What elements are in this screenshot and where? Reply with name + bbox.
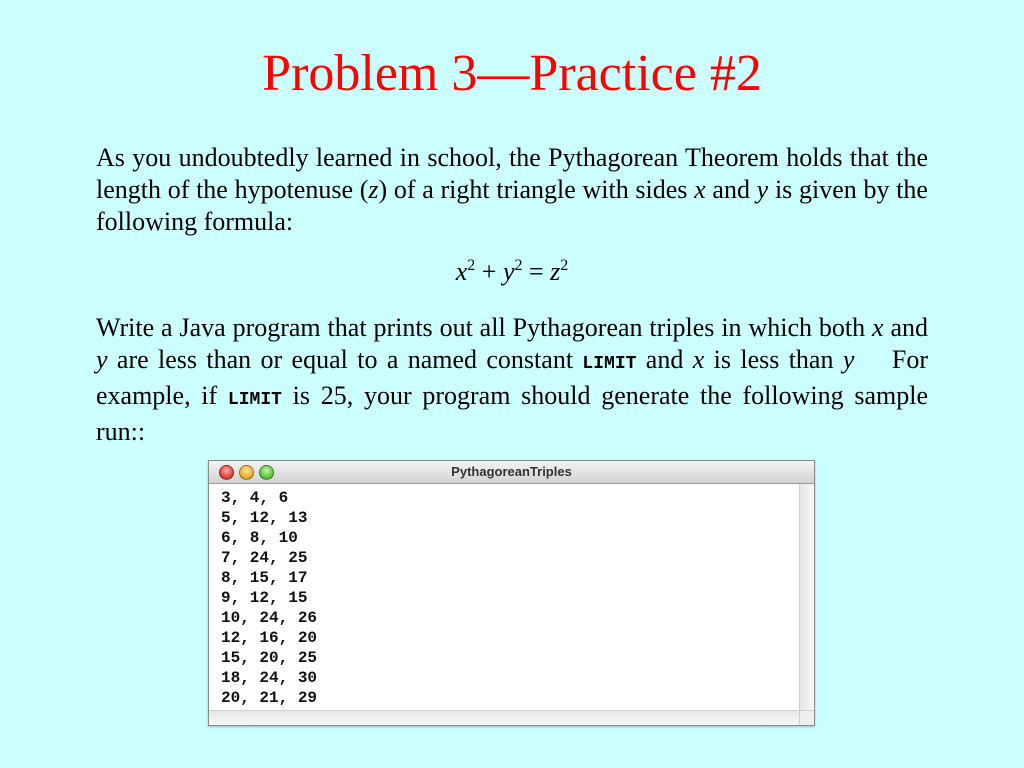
text: As you undoubtedly learned in school, the Pythagorean Theorem holds that the length of the hypotenuse ( bbox=[96, 143, 928, 204]
resize-corner[interactable] bbox=[799, 710, 814, 725]
plus-sign: + bbox=[475, 257, 503, 286]
text: ) of a right triangle with sides bbox=[378, 175, 695, 204]
variable-y: y bbox=[756, 175, 769, 204]
text: and bbox=[636, 345, 693, 374]
variable-x: x bbox=[692, 345, 705, 374]
window-titlebar[interactable] bbox=[209, 461, 814, 484]
output-line: 12, 16, 20 bbox=[221, 629, 318, 647]
output-line: 3, 4, 6 bbox=[221, 489, 289, 507]
output-line: 7, 24, 25 bbox=[221, 549, 308, 567]
vertical-scrollbar[interactable] bbox=[799, 484, 814, 711]
equals-sign: = bbox=[522, 257, 551, 286]
formula-x: x bbox=[455, 257, 468, 286]
variable-x: x bbox=[872, 313, 884, 342]
horizontal-scrollbar[interactable] bbox=[209, 710, 800, 725]
variable-z: z bbox=[368, 175, 379, 204]
exponent: 2 bbox=[467, 257, 476, 274]
text: Write a Java program that prints out all Pythagorean triples in which both bbox=[96, 313, 873, 342]
formula-z: z bbox=[550, 257, 561, 286]
output-line: 8, 15, 17 bbox=[221, 569, 308, 587]
output-line: 15, 20, 25 bbox=[221, 649, 318, 667]
text: and bbox=[705, 175, 757, 204]
pythagorean-formula bbox=[0, 256, 1024, 288]
text: is 25, your program should generate the following sample run:: bbox=[96, 381, 928, 446]
variable-y: y bbox=[96, 345, 108, 374]
task-paragraph bbox=[96, 312, 935, 448]
output-line: 10, 24, 26 bbox=[221, 609, 318, 627]
output-line: 6, 8, 10 bbox=[221, 529, 298, 547]
console-output[interactable] bbox=[209, 484, 800, 711]
constant-limit: LIMIT bbox=[227, 390, 282, 410]
text: are less than or equal to a named constant bbox=[107, 345, 583, 374]
text: and bbox=[883, 313, 929, 342]
output-line: 18, 24, 30 bbox=[221, 669, 318, 687]
text: is given by the following formula: bbox=[96, 175, 928, 236]
window-title: PythagoreanTriples bbox=[451, 464, 572, 479]
constant-limit: LIMIT bbox=[582, 354, 637, 374]
text: For example, if bbox=[96, 345, 935, 410]
console-window bbox=[208, 460, 815, 726]
variable-x: x bbox=[694, 175, 706, 204]
formula-y: y bbox=[502, 257, 515, 286]
text: is less than bbox=[704, 345, 843, 374]
exponent: 2 bbox=[560, 257, 569, 274]
output-line: 5, 12, 13 bbox=[221, 509, 308, 527]
intro-paragraph bbox=[96, 142, 928, 238]
output-line: 20, 21, 29 bbox=[221, 689, 318, 707]
output-line: 9, 12, 15 bbox=[221, 589, 308, 607]
variable-y: y bbox=[842, 345, 855, 374]
slide-title: Problem 3—Practice #2 bbox=[262, 45, 762, 102]
exponent: 2 bbox=[514, 257, 523, 274]
